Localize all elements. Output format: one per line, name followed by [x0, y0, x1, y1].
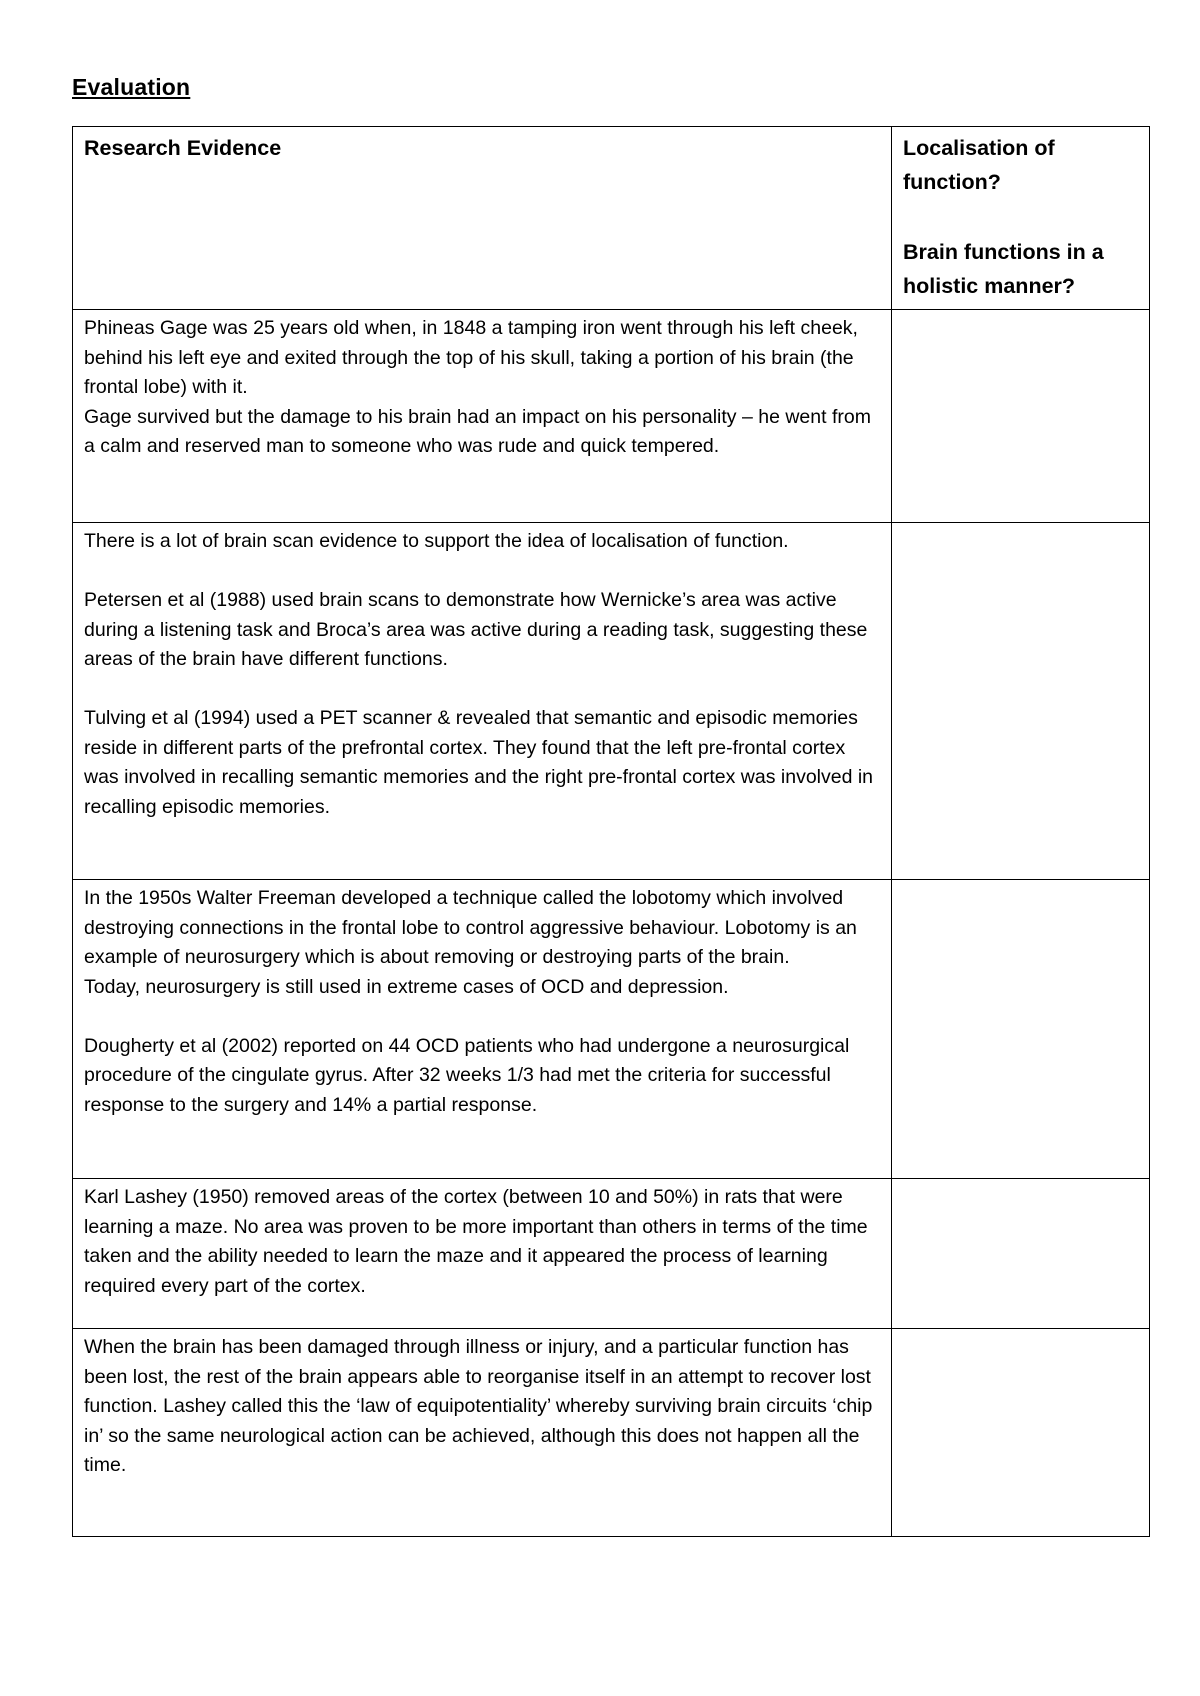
- table-row-phineas-gage: [73, 310, 1150, 523]
- answer-cell[interactable]: [892, 1329, 1150, 1537]
- answer-cell[interactable]: [892, 523, 1150, 880]
- evidence-cell: [73, 880, 892, 1179]
- evidence-cell: [73, 1179, 892, 1329]
- header-localisation-holistic: [892, 127, 1150, 310]
- table-row-equipotentiality: [73, 1329, 1150, 1537]
- evidence-cell: [73, 310, 892, 523]
- page-title: Evaluation: [72, 74, 191, 100]
- evidence-paragraph: When the brain has been damaged through illness or injury, and a particular function has been lost, the rest of the brain appears able to reorganise itself in an attempt to recover lost function. Lashey called this the ‘law of equipotentiality’ whereby surviving brain circuits ‘chip in’ so the same neurological action can be achieved, although this does not happen all the time.: [84, 1336, 873, 1476]
- evaluation-table: [72, 126, 1150, 1537]
- answer-cell[interactable]: [892, 1179, 1150, 1329]
- header-research-evidence: [73, 127, 892, 310]
- evidence-cell: [73, 1329, 892, 1537]
- table-header-row: [73, 127, 1150, 310]
- table-row-lobotomy: [73, 880, 1150, 1179]
- evidence-paragraph: Tulving et al (1994) used a PET scanner & revealed that semantic and episodic memories reside in different parts of the prefrontal cortex. They found that the left pre-frontal cortex was involved in recalling semantic memories and the right pre-frontal cortex was involved in recalling episodic memories.: [84, 707, 874, 818]
- answer-cell[interactable]: [892, 880, 1150, 1179]
- evidence-paragraph: Karl Lashey (1950) removed areas of the cortex (between 10 and 50%) in rats that were learning a maze. No area was proven to be more important than others in terms of the time taken and the ability needed to learn the maze and it appeared the process of learning required every part of the cortex.: [84, 1186, 868, 1297]
- header-localisation-label: Localisation of function?: [903, 136, 1055, 194]
- evidence-paragraph: Today, neurosurgery is still used in extreme cases of OCD and depression.: [84, 975, 729, 998]
- evidence-paragraph: Petersen et al (1988) used brain scans to demonstrate how Wernicke’s area was active during a listening task and Broca’s area was active during a reading task, suggesting these areas of the brain have different functions.: [84, 589, 868, 670]
- evidence-paragraph: Phineas Gage was 25 years old when, in 1848 a tamping iron went through his left cheek, behind his left eye and exited through the top of his skull, taking a portion of his brain (the frontal lobe) with it.: [84, 317, 858, 398]
- table-row-lashey-rats: [73, 1179, 1150, 1329]
- header-research-evidence-label: Research Evidence: [84, 136, 282, 160]
- header-holistic-label: Brain functions in a holistic manner?: [903, 240, 1104, 298]
- evidence-paragraph: In the 1950s Walter Freeman developed a technique called the lobotomy which involved destroying connections in the frontal lobe to control aggressive behaviour. Lobotomy is an example of neurosurgery which is about removing or destroying parts of the brain.: [84, 887, 857, 968]
- answer-cell[interactable]: [892, 310, 1150, 523]
- evidence-paragraph: There is a lot of brain scan evidence to support the idea of localisation of function.: [84, 530, 789, 552]
- evidence-cell: [73, 523, 892, 880]
- evidence-paragraph: Dougherty et al (2002) reported on 44 OCD patients who had undergone a neurosurgical procedure of the cingulate gyrus. After 32 weeks 1/3 had met the criteria for successful response to the surgery and 14% a partial response.: [84, 1034, 850, 1116]
- evidence-paragraph: Gage survived but the damage to his brain had an impact on his personality – he went from a calm and reserved man to someone who was rude and quick tempered.: [84, 405, 871, 457]
- table-row-brain-scans: [73, 523, 1150, 880]
